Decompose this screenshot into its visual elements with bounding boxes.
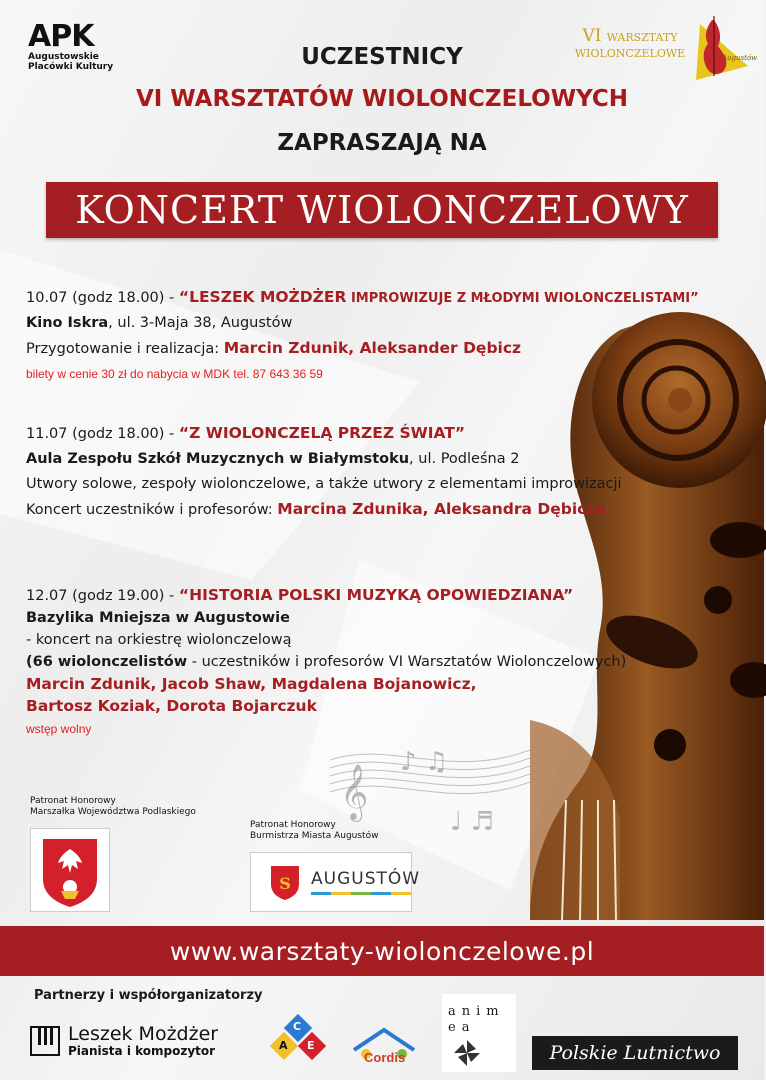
patron-1-line1: Patronat Honorowy: [30, 796, 116, 806]
event-3-description-2b: - uczestników i profesorów VI Warsztatów Wiolonczelowych): [187, 654, 627, 670]
mozdzer-logo: [30, 1024, 218, 1058]
apk-logo-line2: Placówki Kultury: [28, 62, 114, 72]
mozdzer-name: Leszek Możdżer: [68, 1023, 219, 1045]
piano-icon: [30, 1026, 60, 1056]
polskie-lutnictwo-logo: [532, 1036, 738, 1070]
cae-letter-a: A: [279, 1039, 288, 1052]
apk-logo-mark: APK: [28, 19, 94, 54]
website-link[interactable]: www.warsztaty-wiolonczelowe.pl: [169, 936, 595, 966]
animea-text: anim ea: [448, 1004, 505, 1035]
event-3-names-1: Marcin Zdunik, Jacob Shaw, Magdalena Bojanowicz,: [26, 675, 477, 693]
event-3-title: “HISTORIA POLSKI MUZYKĄ OPOWIEDZIANA”: [178, 586, 574, 604]
event-2-date: 11.07 (godz 18.00) -: [26, 426, 179, 442]
event-2-description: Utwory solowe, zespoły wiolonczelowe, a także utwory z elementami improwizacji: [26, 476, 622, 492]
event-3: [26, 586, 766, 739]
event-2-prep-label: Koncert uczestników i profesorów:: [26, 502, 278, 518]
concert-banner: [46, 182, 718, 238]
event-1-tickets: bilety w cenie 30 zł do nabycia w MDK tel. 87 643 36 59: [26, 367, 323, 381]
header-line-3: ZAPRASZAJĄ NA: [277, 130, 487, 156]
header-line-1: UCZESTNICY: [301, 44, 463, 70]
augustow-logo-stripe: [311, 892, 411, 895]
cordis-text: Cordis: [364, 1050, 406, 1065]
header-line-2: VI WARSZTATÓW WIOLONCZELOWYCH: [135, 86, 629, 112]
augustow-logo-text: AUGUSTÓW: [311, 869, 421, 889]
svg-text:𝄞: 𝄞: [340, 764, 369, 820]
patron-1-line2: Marszałka Województwa Podlaskiego: [30, 807, 196, 817]
polskie-lutnictwo-text: Polskie Lutnictwo: [549, 1042, 721, 1064]
event-3-description-2a: (66 wiolonczelistów: [26, 654, 188, 670]
event-3-entry: wstęp wolny: [26, 722, 92, 736]
svg-text:Augustów: Augustów: [722, 54, 758, 62]
website-bar: [0, 926, 764, 976]
augustow-crest-icon: [265, 862, 305, 902]
podlaskie-coat-of-arms: [30, 828, 110, 912]
event-2-address: , ul. Podleśna 2: [409, 451, 520, 467]
patron-2-text: [250, 820, 378, 842]
event-1-title-b: IMPROWIZUJE Z MŁODYMI WIOLONCZELISTAMI”: [346, 291, 699, 306]
event-1-venue: Kino Iskra: [26, 315, 109, 331]
cae-letter-e: E: [307, 1039, 315, 1052]
patron-1-text: [30, 796, 196, 818]
partners-title: Partnerzy i współorganizatorzy: [34, 988, 263, 1003]
event-2-prep-names: Marcina Zdunika, Aleksandra Dębicza: [277, 500, 606, 518]
patron-2-line1: Patronat Honorowy: [250, 820, 336, 830]
event-3-description-1: - koncert na orkiestrę wiolonczelową: [26, 632, 292, 648]
patron-2-line2: Burmistrza Miasta Augustów: [250, 831, 379, 841]
event-1-prep-names: Marcin Zdunik, Aleksander Dębicz: [223, 339, 522, 357]
cae-letter-c: C: [293, 1020, 302, 1033]
cae-logo: [266, 1014, 330, 1074]
concert-banner-title: KONCERT WIOLONCZELOWY: [75, 188, 689, 232]
apk-logo-line1: Augustowskie: [28, 52, 99, 62]
event-3-names-2: Bartosz Koziak, Dorota Bojarczuk: [26, 697, 317, 715]
svg-text:♩ ♬: ♩ ♬: [450, 807, 494, 837]
augustow-logo: [250, 852, 421, 912]
event-2: [26, 424, 766, 520]
event-2-venue: Aula Zespołu Szkół Muzycznych w Białymstoku: [26, 451, 410, 467]
event-1-prep-label: Przygotowanie i realizacja:: [26, 341, 224, 357]
workshop-logo-line1: VI: [582, 26, 602, 46]
event-1-address: , ul. 3-Maja 38, Augustów: [108, 315, 293, 331]
event-1-date: 10.07 (godz 18.00) -: [26, 290, 179, 306]
event-3-venue: Bazylika Mniejsza w Augustowie: [26, 610, 290, 626]
mozdzer-subtitle: Pianista i kompozytor: [68, 1044, 216, 1058]
svg-text:S: S: [279, 874, 291, 893]
svg-text:♪ ♫: ♪ ♫: [400, 747, 449, 777]
coat-of-arms-icon: [31, 829, 109, 911]
workshop-logo-line2: WARSZTATY: [606, 31, 678, 44]
pinwheel-icon: [452, 1040, 482, 1066]
animea-logo: [442, 994, 516, 1072]
event-3-date: 12.07 (godz 19.00) -: [26, 588, 179, 604]
event-1: [26, 288, 766, 384]
workshop-logo-line3: WIOLONCZELOWE: [574, 47, 686, 60]
event-2-title: “Z WIOLONCZELĄ PRZEZ ŚWIAT”: [178, 424, 466, 442]
cordis-logo: [344, 1024, 424, 1070]
event-1-title-a: “LESZEK MOŻDŻER: [178, 288, 347, 306]
